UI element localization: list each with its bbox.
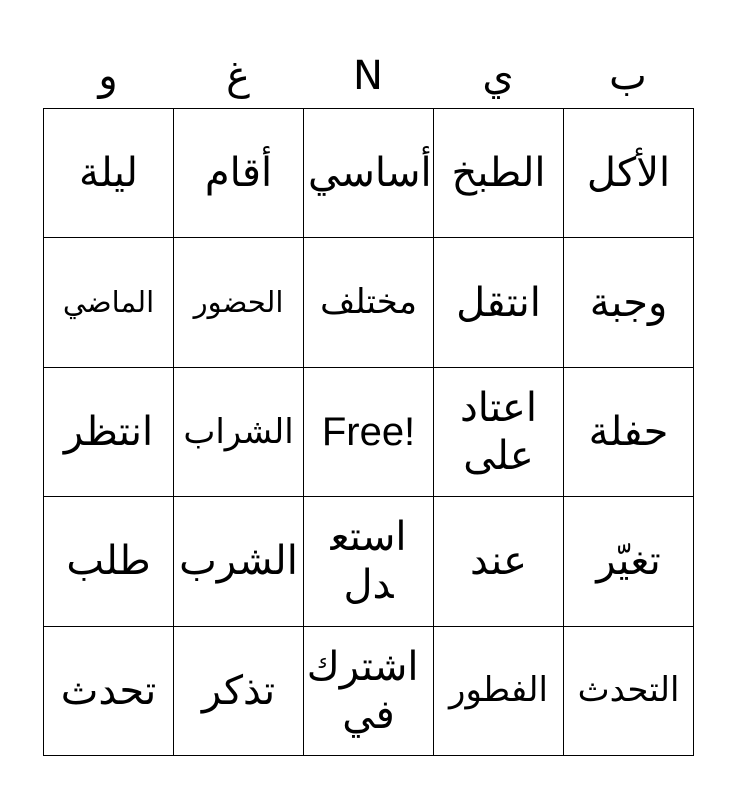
board-row: [44, 497, 694, 626]
bingo-cell[interactable]: [564, 626, 694, 755]
bingo-cell[interactable]: [174, 497, 304, 626]
cell-label: تذكر: [201, 667, 276, 714]
bingo-cell[interactable]: [564, 238, 694, 367]
cell-label: استعدل: [330, 514, 407, 609]
cell-label: الأكل: [586, 150, 671, 197]
board-row: [44, 367, 694, 496]
bingo-cell[interactable]: [174, 109, 304, 238]
free-space-cell[interactable]: [304, 367, 434, 496]
cell-label: عند: [470, 538, 527, 585]
cell-label: تغيّر: [596, 538, 661, 585]
bingo-cell[interactable]: [174, 238, 304, 367]
cell-label: الشرب: [179, 538, 298, 585]
bingo-header: [43, 46, 693, 106]
header-letter: ي: [482, 53, 514, 99]
header-letter: ب: [609, 53, 647, 99]
cell-label: الفطور: [449, 670, 548, 711]
bingo-board: [43, 108, 694, 756]
header-letter: و: [98, 53, 118, 99]
bingo-cell[interactable]: [564, 497, 694, 626]
bingo-cell[interactable]: [44, 367, 174, 496]
bingo-cell[interactable]: [564, 109, 694, 238]
cell-label: اشترك في: [306, 643, 419, 738]
bingo-cell[interactable]: [44, 497, 174, 626]
bingo-cell[interactable]: [44, 626, 174, 755]
board-row: [44, 626, 694, 755]
cell-label: انتظر: [63, 408, 154, 455]
bingo-cell[interactable]: [434, 238, 564, 367]
header-letter: غ: [226, 53, 250, 99]
cell-label: أساسي: [308, 150, 432, 197]
cell-label: الحضور: [193, 285, 284, 320]
bingo-cell[interactable]: [304, 109, 434, 238]
bingo-cell[interactable]: [434, 497, 564, 626]
board-row: [44, 238, 694, 367]
cell-label: تحدث: [60, 667, 157, 714]
cell-label: ليلة: [79, 150, 138, 197]
bingo-cell[interactable]: [434, 626, 564, 755]
bingo-cell[interactable]: [174, 626, 304, 755]
bingo-cell[interactable]: [44, 238, 174, 367]
cell-label: الماضي: [62, 285, 155, 320]
cell-label: حفلة: [588, 408, 669, 455]
cell-label: طلب: [66, 538, 151, 585]
cell-label: مختلف: [320, 282, 417, 323]
bingo-cell[interactable]: [304, 497, 434, 626]
cell-label: وجبة: [589, 279, 668, 326]
bingo-cell[interactable]: [434, 367, 564, 496]
bingo-cell[interactable]: [174, 367, 304, 496]
board-row: [44, 109, 694, 238]
free-space-label: Free!: [321, 409, 416, 454]
bingo-cell[interactable]: [564, 367, 694, 496]
bingo-cell[interactable]: [44, 109, 174, 238]
cell-label: الطبخ: [451, 150, 546, 197]
cell-label: أقام: [204, 150, 273, 197]
bingo-cell[interactable]: [434, 109, 564, 238]
cell-label: اعتاد على: [459, 384, 538, 479]
bingo-cell[interactable]: [304, 238, 434, 367]
bingo-cell[interactable]: [304, 626, 434, 755]
header-letter: N: [353, 53, 383, 99]
cell-label: الشراب: [183, 411, 294, 452]
cell-label: التحدث: [577, 670, 680, 711]
cell-label: انتقل: [456, 279, 541, 326]
